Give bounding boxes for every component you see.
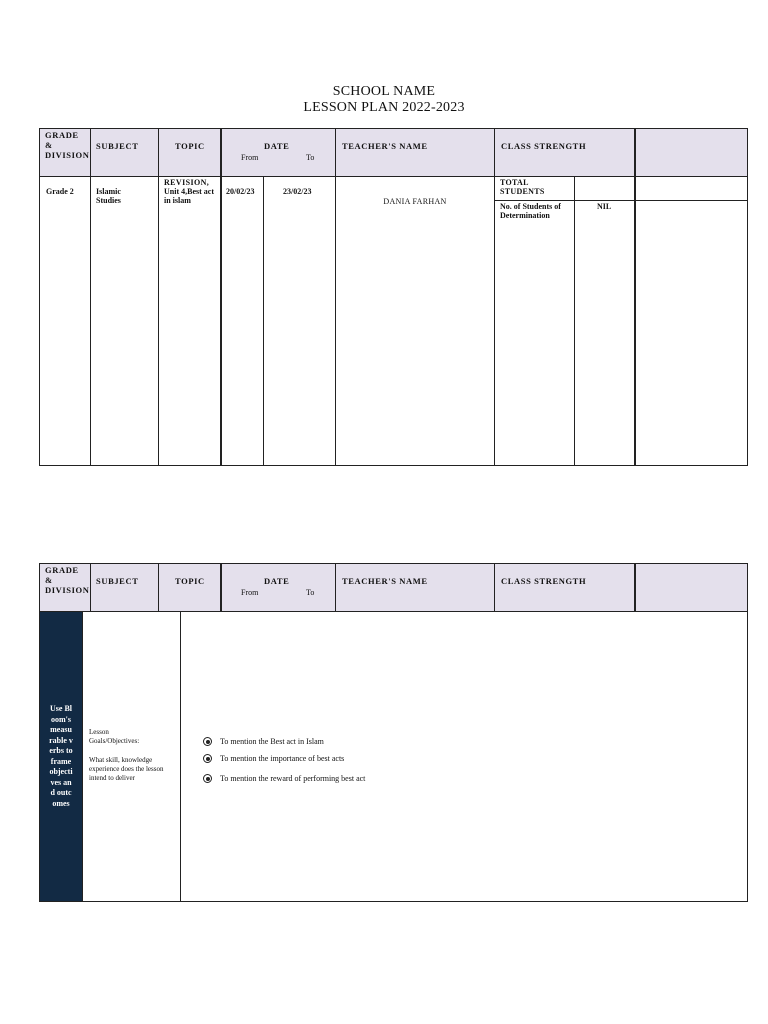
- date-from-label-2: From: [241, 588, 259, 597]
- grade-header: GRADE & DIVISION: [45, 130, 90, 160]
- topic-cell: [158, 176, 221, 466]
- teacher-value: DANIA FARHAN: [383, 197, 447, 206]
- bullet-icon: [203, 754, 212, 763]
- date-header-2: DATE: [264, 576, 290, 586]
- school-name: SCHOOL NAME: [332, 84, 436, 99]
- teacher-header: TEACHER'S NAME: [342, 141, 428, 151]
- topic-title: REVISION,: [164, 178, 210, 187]
- subject-cell: [90, 176, 159, 466]
- total-students-value-cell: [574, 176, 636, 201]
- grade-header-2: GRADE & DIVISION: [45, 565, 90, 595]
- strength-header-2: CLASS STRENGTH: [501, 576, 587, 586]
- goals-help: What skill, knowledge experience does the lesson intend to deliver: [89, 756, 164, 782]
- topic-header-cell-2: [158, 563, 221, 612]
- total-students-cell: [494, 176, 575, 201]
- grade-header-cell: [39, 128, 91, 177]
- bullet-icon: [203, 774, 212, 783]
- sod-label-cell: [494, 200, 575, 466]
- date-header-cell: [220, 128, 336, 177]
- from-date-value: 20/02/23: [226, 187, 255, 196]
- subject-header-cell: [90, 128, 159, 177]
- objective-item: [203, 754, 344, 763]
- objective-item: [203, 737, 324, 746]
- grade-value: Grade 2: [46, 187, 74, 196]
- objective-text: To mention the Best act in Islam: [220, 737, 324, 746]
- teacher-header-cell-2: [335, 563, 495, 612]
- strength-header: CLASS STRENGTH: [501, 141, 587, 151]
- sod-value-cell: [574, 200, 636, 466]
- strength-header-cell-2: [494, 563, 636, 612]
- topic-header-cell: [158, 128, 221, 177]
- objective-text: To mention the importance of best acts: [220, 754, 345, 763]
- objective-item: [203, 774, 365, 783]
- date-from-label: From: [241, 153, 259, 162]
- objectives-cell: [180, 611, 748, 902]
- blooms-sidebar-text: Use Bloom's measurable verbs to frame objectives and outcomes: [49, 704, 73, 808]
- from-date-cell: [220, 176, 264, 466]
- date-header-cell-2: [220, 563, 336, 612]
- date-to-label-2: To: [306, 588, 315, 597]
- subject-header-cell-2: [90, 563, 159, 612]
- grade-header-cell-2: [39, 563, 91, 612]
- sod-value: NIL: [597, 202, 612, 211]
- sod-label: No. of Students of Determination: [500, 202, 561, 220]
- total-students-label: TOTAL STUDENTS: [500, 178, 545, 196]
- topic-value: Unit 4,Best act in islam: [164, 187, 214, 205]
- subject-header-2: SUBJECT: [96, 576, 139, 586]
- subject-header: SUBJECT: [96, 141, 139, 151]
- subject-value: Islamic Studies: [96, 187, 121, 205]
- to-date-value: 23/02/23: [283, 187, 312, 196]
- teacher-header-cell: [335, 128, 495, 177]
- extra-cell-bottom: [635, 200, 748, 466]
- goals-label: Lesson Goals/Objectives:: [89, 728, 140, 745]
- extra-header-cell-2: [635, 563, 748, 612]
- teacher-header-2: TEACHER'S NAME: [342, 576, 428, 586]
- to-date-cell: [263, 176, 336, 466]
- extra-cell-top: [635, 176, 748, 201]
- objective-text: To mention the reward of performing best act: [220, 774, 366, 783]
- goals-label-cell: [82, 611, 181, 902]
- lesson-plan-title: LESSON PLAN 2022-2023: [303, 100, 465, 115]
- date-header: DATE: [264, 141, 290, 151]
- date-to-label: To: [306, 153, 315, 162]
- extra-header-cell: [635, 128, 748, 177]
- blooms-sidebar: [39, 611, 83, 902]
- bullet-icon: [203, 737, 212, 746]
- strength-header-cell: [494, 128, 636, 177]
- topic-header: TOPIC: [175, 141, 205, 151]
- teacher-cell: [335, 176, 495, 466]
- topic-header-2: TOPIC: [175, 576, 205, 586]
- grade-cell: [39, 176, 91, 466]
